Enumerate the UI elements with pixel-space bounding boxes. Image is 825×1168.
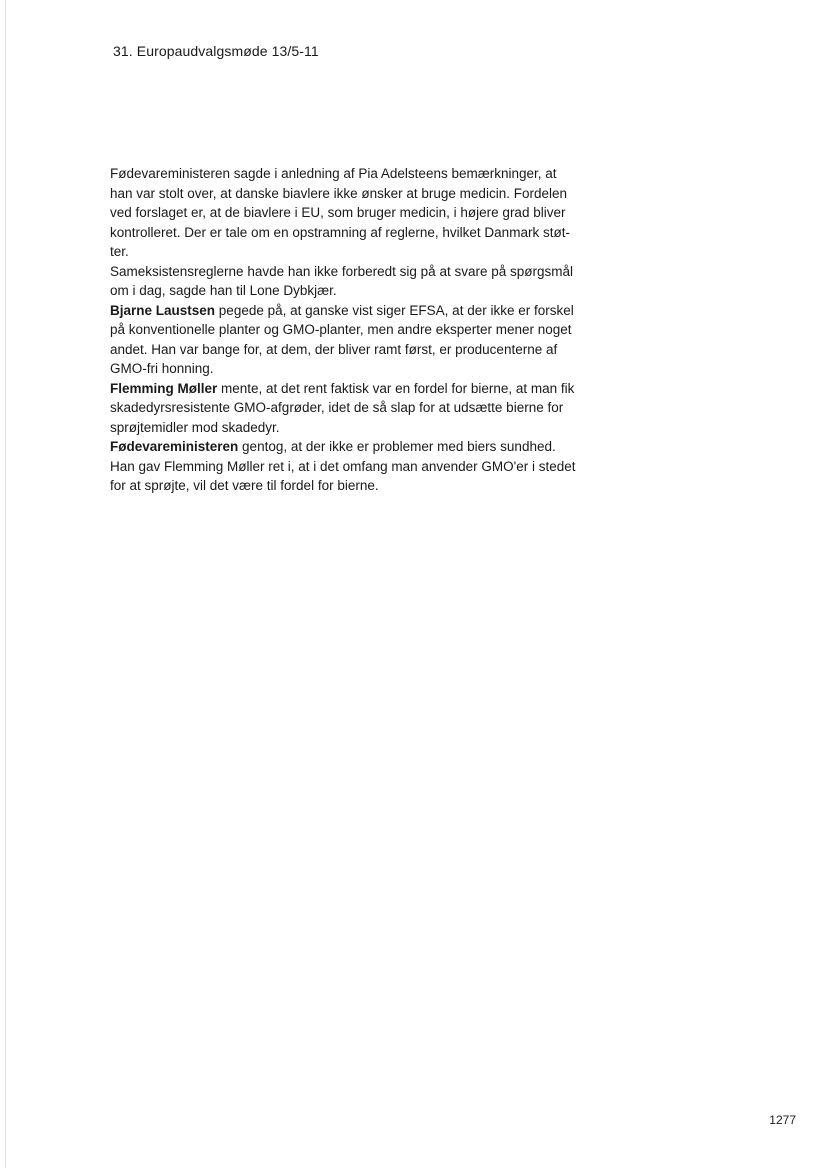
text-line: andet. Han var bange for, at dem, der bliver ramt først, er producenterne af — [110, 341, 558, 357]
minutes-body — [110, 164, 596, 496]
text-line: på konventionelle planter og GMO-planter, men andre eksperter mener noget — [110, 322, 572, 337]
page-number: 1277 — [769, 1113, 796, 1127]
meeting-header: 31. Europaudvalgsmøde 13/5-11 — [113, 43, 319, 59]
text-line: skadedyrsresistente GMO-afgrøder, idet de så slap for at udsætte bierne for — [110, 400, 564, 415]
speaker-text: gentog, at der ikke er problemer med biers sundhed. — [238, 439, 556, 454]
speaker-name: Flemming Møller — [110, 380, 218, 396]
paragraph-minister-repeat — [110, 437, 596, 457]
text-line: han var stolt over, at danske biavlere ikke ønsker at bruge medicin. Fordelen — [110, 185, 567, 201]
text-line — [110, 379, 596, 399]
text-line: sprøjtemidler mod skadedyr. — [110, 419, 280, 435]
speaker-name: Bjarne Laustsen — [110, 302, 216, 318]
text-line: Sameksistensreglerne havde han ikke forberedt sig på at svare på spørgsmål — [110, 263, 573, 279]
paragraph-bjarne-laustsen — [110, 301, 596, 379]
text-line — [110, 301, 596, 321]
paragraph-flemming-moller — [110, 379, 596, 438]
speaker-text: pegede på, at ganske vist siger EFSA, at der ikke er forskel — [215, 302, 574, 318]
text-line: ved forslaget er, at de biavlere i EU, som bruger medicin, i højere grad bliver — [110, 205, 566, 220]
text-line: for at sprøjte, vil det være til fordel for bierne. — [110, 478, 379, 493]
text-line: Fødevareministeren sagde i anledning af Pia Adelsteens bemærkninger, at — [110, 166, 557, 181]
text-line: Han gav Flemming Møller ret i, at i det omfang man anvender GMO'er i stedet — [110, 458, 576, 474]
text-line: kontrolleret. Der er tale om en opstramning af reglerne, hvilket Danmark støt- — [110, 224, 570, 240]
text-line: ter. — [110, 244, 129, 259]
text-line — [110, 437, 596, 457]
paragraph-minister-agreement — [110, 457, 596, 496]
speaker-name: Fødevareministeren — [110, 439, 239, 454]
paragraph-coexistence-rules — [110, 262, 596, 301]
paragraph-minister-statement — [110, 164, 596, 262]
text-line: GMO-fri honning. — [110, 361, 214, 376]
scan-edge-line — [5, 0, 6, 1168]
speaker-text: mente, at det rent faktisk var en fordel for bierne, at man fik — [217, 380, 575, 396]
text-line: om i dag, sagde han til Lone Dybkjær. — [110, 283, 337, 298]
